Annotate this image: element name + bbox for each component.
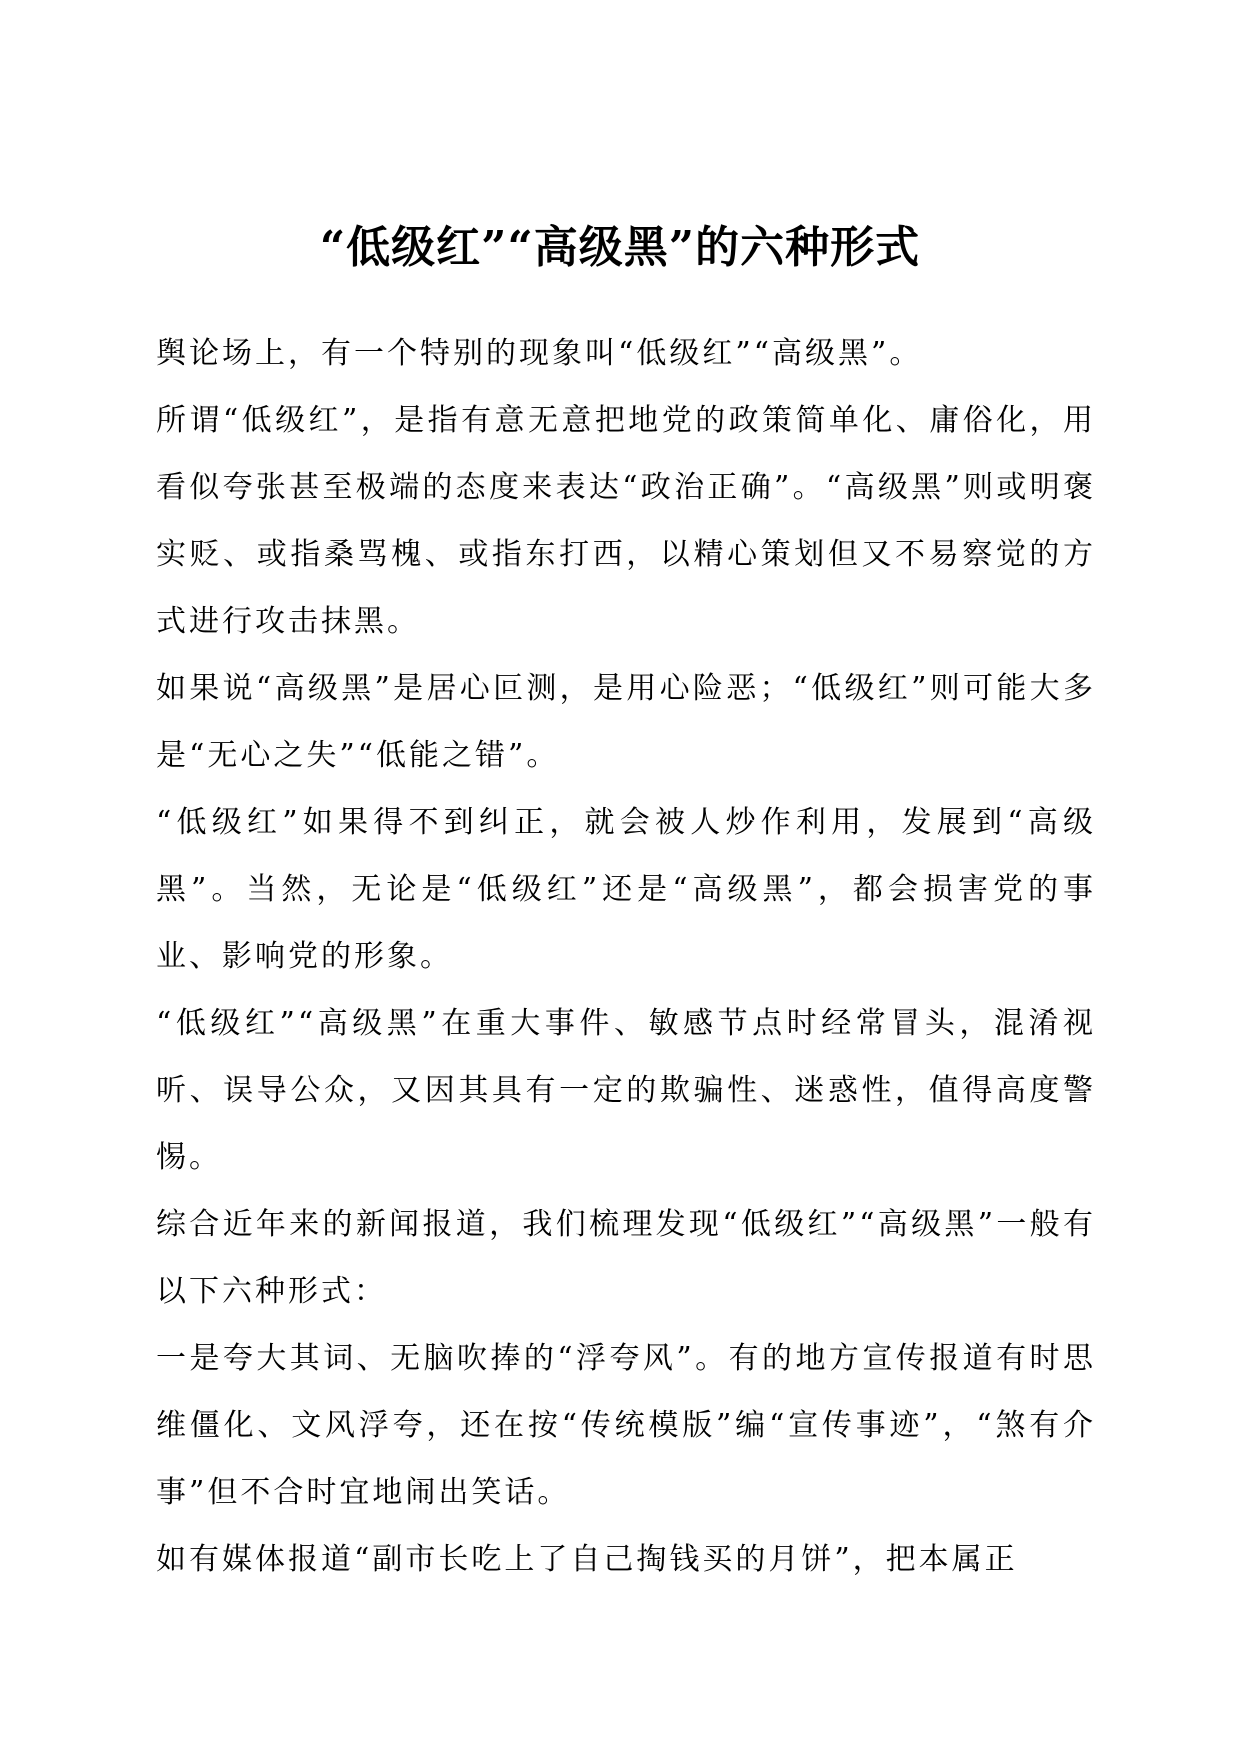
paragraph: 一是夸大其词、无脑吹捧的“浮夸风”。有的地方宣传报道有时思维僵化、文风浮夸，还在按“传统模版”编“宣传事迹”，“煞有介事”但不合时宜地闹出笑话。 [156, 1341, 1096, 1510]
document-title: “低级红”“高级黑”的六种形式 [319, 222, 921, 273]
paragraph: 所谓“低级红”，是指有意无意把地党的政策简单化、庸俗化，用看似夸张甚至极端的态度来表达“政治正确”。“高级黑”则或明褒实贬、或指桑骂槐、或指东打西，以精心策划但又不易察觉的方式进行攻击抹黑。 [156, 403, 1096, 639]
paragraph: “低级红”如果得不到纠正，就会被人炒作利用，发展到“高级黑”。当然，无论是“低级红”还是“高级黑”，都会损害党的事业、影响党的形象。 [156, 805, 1096, 974]
document-body [156, 320, 1096, 1593]
paragraph: 综合近年来的新闻报道，我们梳理发现“低级红”“高级黑”一般有以下六种形式： [156, 1207, 1096, 1309]
paragraph: 如有媒体报道“副市长吃上了自己掏钱买的月饼”，把本属正 [156, 1542, 1018, 1577]
paragraph: “低级红”“高级黑”在重大事件、敏感节点时经常冒头，混淆视听、误导公众，又因其具有一定的欺骗性、迷惑性，值得高度警惕。 [156, 1006, 1096, 1175]
paragraph: 如果说“高级黑”是居心叵测，是用心险恶；“低级红”则可能大多是“无心之失”“低能之错”。 [156, 671, 1096, 773]
paragraph: 舆论场上，有一个特别的现象叫“低级红”“高级黑”。 [156, 336, 923, 371]
